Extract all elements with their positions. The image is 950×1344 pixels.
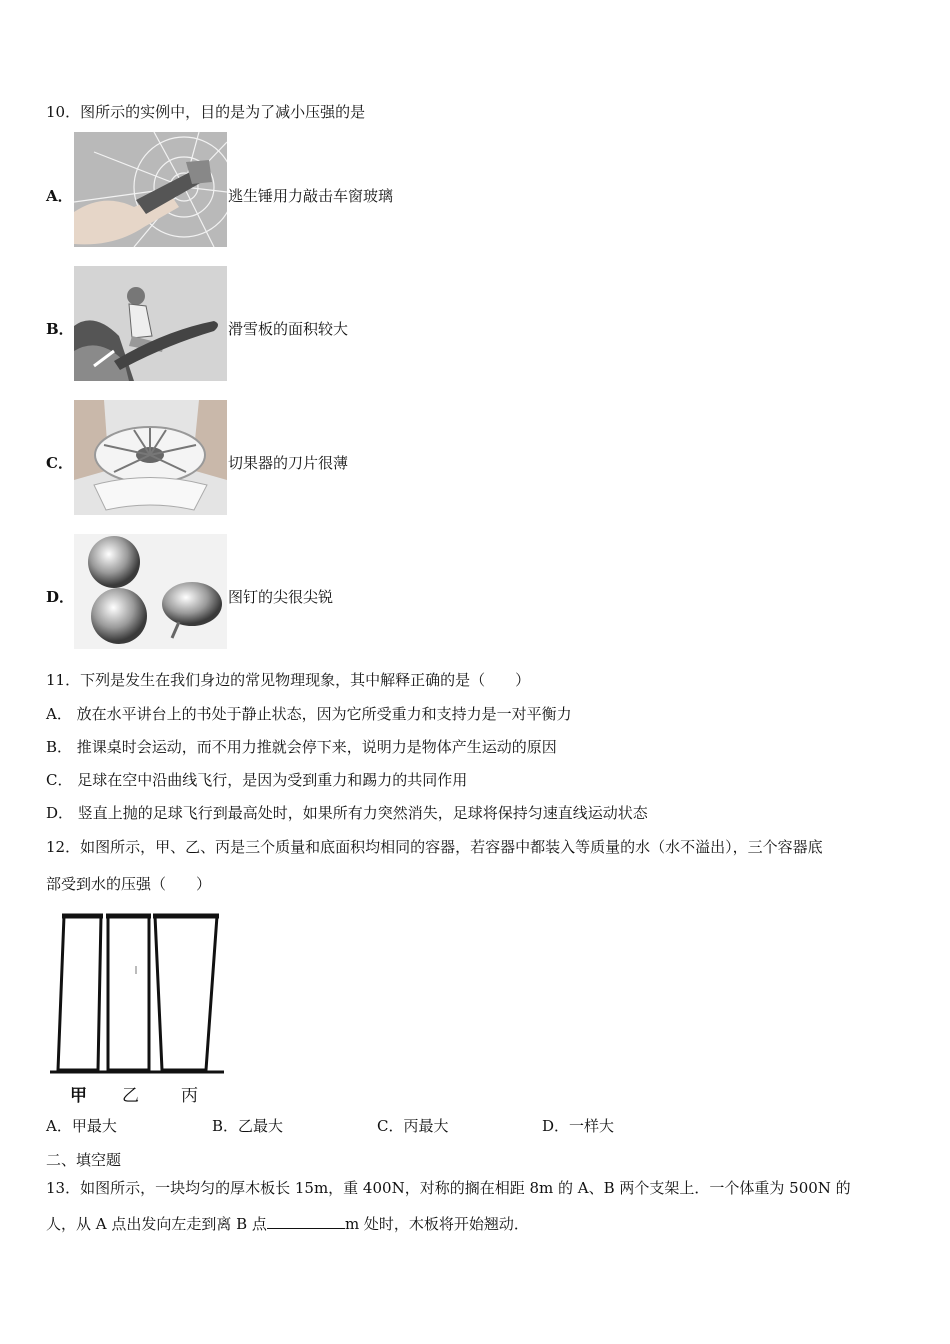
q11-option-c: C． 足球在空中沿曲线飞行，是因为受到重力和踢力的共同作用	[46, 771, 468, 789]
q12-choice-c: C．丙最大	[377, 1117, 449, 1135]
broken-glass-hammer-image	[74, 132, 227, 247]
q11-stem: 11．下列是发生在我们身边的常见物理现象，其中解释正确的是（ ）	[46, 671, 531, 689]
q13-line2-after: m 处时，木板将开始翘动．	[344, 1215, 529, 1233]
label-bing: 丙	[181, 1086, 198, 1106]
q10-option-c-letter: C．	[46, 454, 73, 472]
q12-choice-d: D．一样大	[542, 1117, 615, 1135]
q11-option-a: A． 放在水平讲台上的书处于静止状态，因为它所受重力和支持力是一对平衡力	[46, 705, 572, 723]
q12-stem-line1: 12．如图所示，甲、乙、丙是三个质量和底面积均相同的容器，若容器中都装入等质量的水（水不溢出），三个容器底	[46, 838, 823, 856]
q10-option-d-text: 图钉的尖很尖锐	[228, 588, 334, 606]
q13-line2-before: 人，从 A 点出发向左走到离 B 点	[46, 1215, 267, 1233]
q13-answer-blank[interactable]	[267, 1214, 345, 1229]
q10-option-a-letter: A．	[46, 187, 73, 205]
q12-choice-b: B．乙最大	[212, 1117, 284, 1135]
containers-figure	[48, 908, 228, 1106]
q10-option-c-text: 切果器的刀片很薄	[228, 454, 349, 472]
q10-option-b-text: 滑雪板的面积较大	[228, 320, 349, 338]
thumbtacks-image	[74, 534, 227, 649]
fruit-slicer-image	[74, 400, 227, 515]
q10-option-a-text: 逃生锤用力敲击车窗玻璃	[228, 187, 394, 205]
section-2-title: 二、填空题	[46, 1151, 122, 1169]
q12-stem-line2: 部受到水的压强（ ）	[46, 875, 212, 893]
q12-choice-a: A．甲最大	[46, 1117, 117, 1135]
label-yi: 乙	[122, 1086, 139, 1106]
container-jia	[58, 916, 101, 1070]
q10-stem: 10．图所示的实例中，目的是为了减小压强的是	[46, 103, 366, 121]
container-bing	[155, 916, 217, 1070]
q11-option-b: B． 推课桌时会运动，而不用力推就会停下来，说明力是物体产生运动的原因	[46, 738, 557, 756]
q13-line2	[46, 1214, 529, 1234]
q10-option-d-letter: D．	[46, 588, 75, 606]
q10-option-b-letter: B．	[46, 320, 74, 338]
container-yi	[108, 916, 149, 1070]
label-jia: 甲	[70, 1086, 87, 1106]
q11-option-d: D． 竖直上抛的足球飞行到最高处时，如果所有力突然消失，足球将保持匀速直线运动状态	[46, 804, 648, 822]
snowboarder-image	[74, 266, 227, 381]
q13-line1: 13．如图所示，一块均匀的厚木板长 15m，重 400N，对称的搁在相距 8m 的 A、B 两个支架上．一个体重为 500N 的	[46, 1179, 851, 1197]
